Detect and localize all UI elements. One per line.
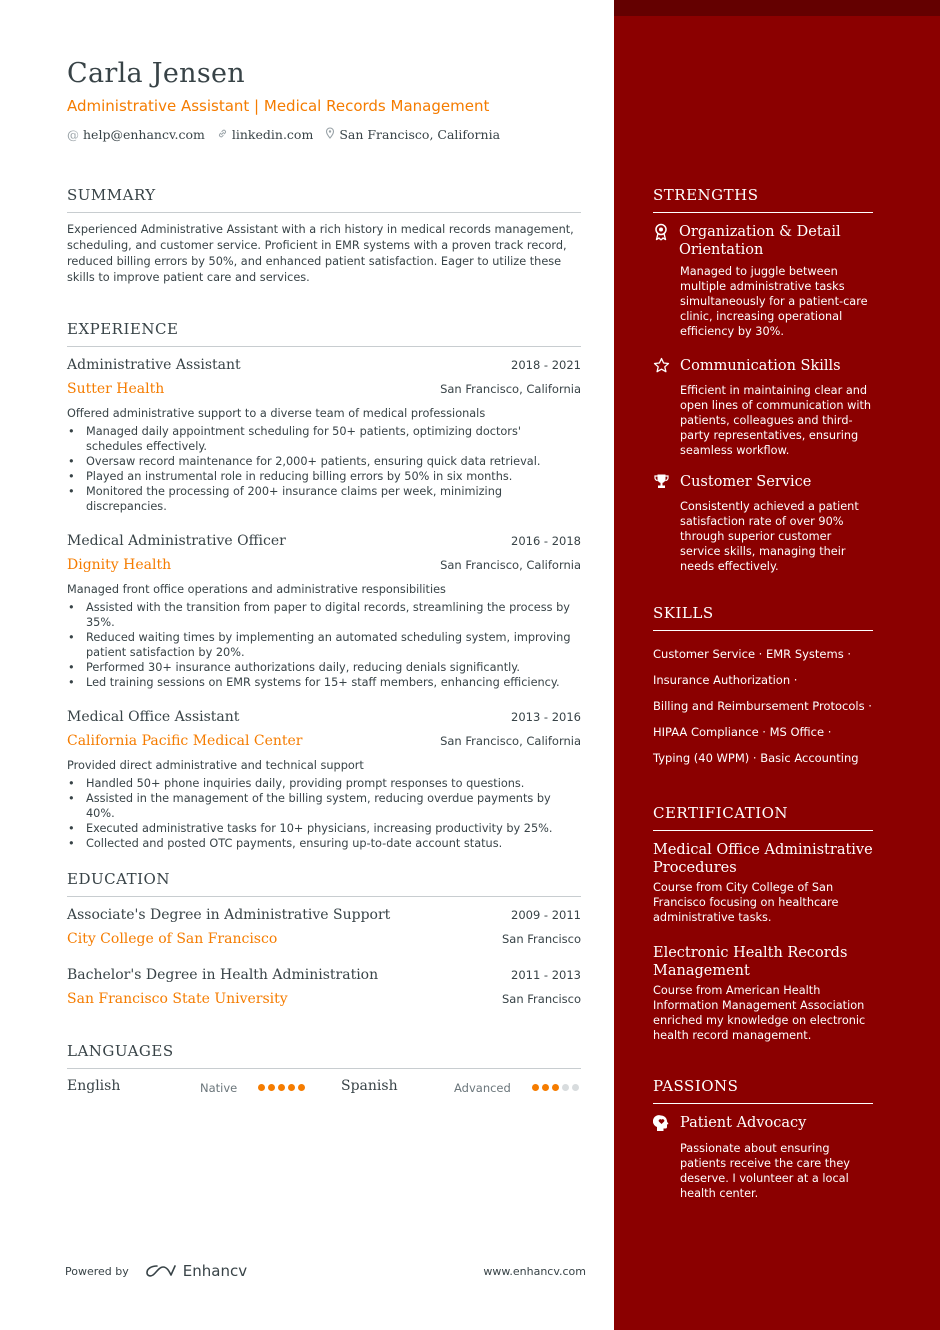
language-name: Spanish: [341, 1078, 398, 1094]
rating-dot-filled: [532, 1084, 539, 1091]
education-section-title: EDUCATION: [67, 870, 581, 897]
location-pin-icon: [325, 127, 335, 142]
job-dates: 2018 - 2021: [511, 358, 581, 372]
rating-dot-filled: [258, 1084, 265, 1091]
job-bullet: • Assisted in the management of the billing system, reducing overdue payments by 40%.: [67, 791, 581, 821]
strength-item: [653, 223, 875, 339]
job-title: Administrative Assistant: [67, 357, 241, 373]
job-dates: 2013 - 2016: [511, 710, 581, 724]
footer: [65, 1262, 586, 1280]
headline: Administrative Assistant | Medical Records Management: [67, 97, 490, 115]
contact-linkedin[interactable]: [217, 127, 313, 142]
at-icon: @: [67, 127, 79, 142]
certification-title: Medical Office Administrative Procedures: [653, 842, 873, 876]
education-dates: 2009 - 2011: [511, 908, 581, 922]
strengths-section-title: STRENGTHS: [653, 186, 873, 213]
skill-line: Insurance Authorization ·: [653, 673, 798, 687]
strength-description: Consistently achieved a patient satisfaction rate of over 90% through superior customer service skills, managing their needs effectively.: [680, 500, 859, 573]
job-location: San Francisco, California: [440, 734, 581, 748]
head-heart-icon: [653, 1114, 670, 1136]
skill-line: Billing and Reimbursement Protocols ·: [653, 699, 872, 713]
strength-title: Organization & Detail Orientation: [679, 224, 841, 258]
skills-section-title: SKILLS: [653, 604, 873, 631]
skill-line: Typing (40 WPM) · Basic Accounting: [653, 751, 859, 765]
language-level: Native: [200, 1081, 238, 1095]
link-icon: [217, 128, 228, 142]
job-title: Medical Administrative Officer: [67, 533, 286, 549]
candidate-name: Carla Jensen: [67, 58, 245, 89]
job-title: Medical Office Assistant: [67, 709, 240, 725]
enhancv-logo-text: Enhancv: [182, 1262, 248, 1280]
sidebar-top-band: [614, 0, 940, 16]
degree-name: Bachelor's Degree in Health Administration: [67, 967, 379, 983]
award-icon: [653, 223, 669, 245]
job-bullets: [67, 776, 581, 851]
job-bullet: • Handled 50+ phone inquiries daily, providing prompt responses to questions.: [67, 776, 581, 791]
footer-url[interactable]: www.enhancv.com: [483, 1264, 586, 1278]
contact-info: [67, 127, 500, 142]
school-name: San Francisco State University: [67, 991, 288, 1007]
job-bullets: [67, 424, 581, 514]
company-name: California Pacific Medical Center: [67, 733, 303, 749]
passions-section-title: PASSIONS: [653, 1077, 873, 1104]
education-dates: 2011 - 2013: [511, 968, 581, 982]
school-name: City College of San Francisco: [67, 931, 278, 947]
passion-title: Patient Advocacy: [680, 1115, 807, 1131]
language-rating: [532, 1084, 579, 1091]
skill-line: HIPAA Compliance · MS Office ·: [653, 725, 832, 739]
rating-dot-filled: [288, 1084, 295, 1091]
job-location: San Francisco, California: [440, 558, 581, 572]
language-name: English: [67, 1078, 121, 1094]
certification-item: [653, 944, 878, 1043]
skills-list: [653, 641, 893, 771]
certification-title: Electronic Health Records Management: [653, 945, 848, 979]
contact-location-text: San Francisco, California: [339, 127, 501, 142]
education-entry: [67, 907, 581, 947]
strength-description: Efficient in maintaining clear and open lines of communication with patients, colleagues and third-party representatives, ensuring seamless workflow.: [680, 384, 872, 457]
job-bullet: • Oversaw record maintenance for 2,000+ patients, ensuring quick data retrieval.: [67, 454, 581, 469]
rating-dot-empty: [572, 1084, 579, 1091]
language-item: [341, 1078, 581, 1094]
contact-email[interactable]: [67, 127, 205, 142]
job-bullet: • Reduced waiting times by implementing an automated scheduling system, improving patient satisfaction by 20%.: [67, 630, 581, 660]
languages-section-title: LANGUAGES: [67, 1042, 581, 1069]
contact-linkedin-text: linkedin.com: [231, 127, 314, 142]
experience-entry: [67, 709, 581, 851]
school-location: San Francisco: [501, 932, 581, 946]
company-name: Dignity Health: [67, 557, 172, 573]
certification-item: [653, 841, 878, 925]
passion-item: [653, 1114, 875, 1201]
job-description: Managed front office operations and administrative responsibilities: [67, 583, 446, 596]
strength-item: [653, 357, 875, 458]
language-item: [67, 1078, 307, 1094]
degree-name: Associate's Degree in Administrative Support: [67, 907, 391, 923]
certification-description: Course from American Health Information Management Association enriched my knowledge on electronic health record management.: [653, 984, 866, 1042]
school-location: San Francisco: [501, 992, 581, 1006]
rating-dot-filled: [542, 1084, 549, 1091]
skill-line: Customer Service · EMR Systems ·: [653, 647, 852, 661]
trophy-icon: [653, 473, 670, 494]
job-bullet: • Collected and posted OTC payments, ensuring up-to-date account status.: [67, 836, 581, 851]
job-bullet: • Led training sessions on EMR systems for 15+ staff members, enhancing efficiency.: [67, 675, 581, 690]
job-bullet: • Played an instrumental role in reducing billing errors by 50% in six months.: [67, 469, 581, 484]
experience-entry: [67, 357, 581, 514]
rating-dot-filled: [552, 1084, 559, 1091]
strength-description: Managed to juggle between multiple administrative tasks simultaneously for a patient-care clinic, increasing operational efficiency by 30%.: [680, 265, 868, 338]
contact-location: [325, 127, 500, 142]
star-icon: [653, 357, 670, 378]
job-bullets: [67, 600, 581, 690]
job-description: Offered administrative support to a diverse team of medical professionals: [67, 407, 486, 420]
contact-email-text: help@enhancv.com: [83, 127, 205, 142]
languages-list: [67, 1078, 581, 1100]
enhancv-logo-icon: [145, 1263, 177, 1279]
job-bullet: • Managed daily appointment scheduling for 50+ patients, optimizing doctors' schedules effectively.: [67, 424, 581, 454]
rating-dot-filled: [268, 1084, 275, 1091]
job-bullet: • Performed 30+ insurance authorizations daily, reducing denials significantly.: [67, 660, 581, 675]
sidebar: [614, 0, 940, 1330]
strength-item: [653, 473, 875, 574]
summary-section-title: SUMMARY: [67, 186, 581, 213]
experience-section-title: EXPERIENCE: [67, 320, 581, 347]
rating-dot-filled: [278, 1084, 285, 1091]
certification-description: Course from City College of San Francisco focusing on healthcare administrative tasks.: [653, 881, 839, 924]
powered-by-label: Powered by: [65, 1264, 129, 1278]
language-rating: [258, 1084, 305, 1091]
strength-title: Customer Service: [680, 474, 812, 490]
rating-dot-empty: [562, 1084, 569, 1091]
education-entry: [67, 967, 581, 1007]
rating-dot-filled: [298, 1084, 305, 1091]
experience-entry: [67, 533, 581, 690]
job-dates: 2016 - 2018: [511, 534, 581, 548]
strength-title: Communication Skills: [680, 358, 841, 374]
passion-description: Passionate about ensuring patients receive the care they deserve. I volunteer at a local health center.: [680, 1142, 850, 1200]
job-location: San Francisco, California: [440, 382, 581, 396]
job-bullet: • Executed administrative tasks for 10+ physicians, increasing productivity by 25%.: [67, 821, 581, 836]
language-level: Advanced: [454, 1081, 511, 1095]
job-bullet: • Assisted with the transition from paper to digital records, streamlining the process by 35%.: [67, 600, 581, 630]
job-description: Provided direct administrative and technical support: [67, 759, 364, 772]
summary-text: Experienced Administrative Assistant with a rich history in medical records management, scheduling, and customer service. Proficient in EMR systems with a proven track record, reduced billing errors by 50%, and enhanced patient satisfaction. Eager to utilize these skills to improve patient care and services.: [67, 223, 574, 284]
enhancv-logo[interactable]: [145, 1262, 247, 1280]
job-bullet: • Monitored the processing of 200+ insurance claims per week, minimizing discrepancies.: [67, 484, 581, 514]
certification-section-title: CERTIFICATION: [653, 804, 873, 831]
company-name: Sutter Health: [67, 381, 165, 397]
